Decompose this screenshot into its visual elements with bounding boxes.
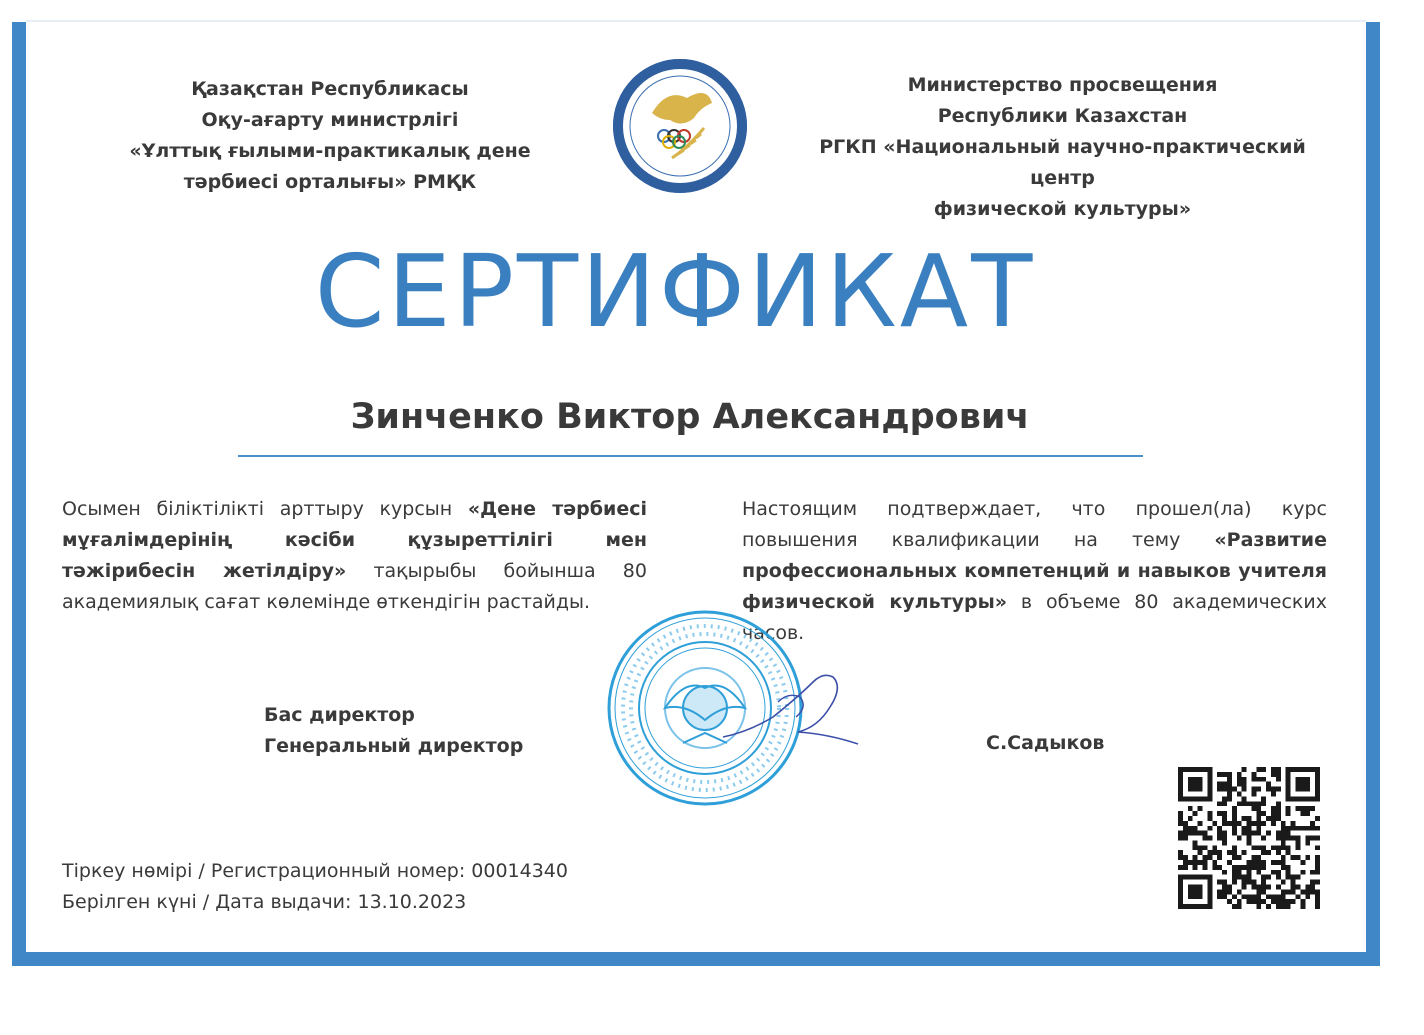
header-kz-line1: Қазақстан Республикасы — [191, 78, 469, 100]
body-ru-course: «Развитие профессиональных компетенций и навыков учителя физической культуры» — [742, 529, 1327, 613]
frame-right-border — [1366, 22, 1380, 966]
name-underline — [238, 455, 1143, 457]
body-ru-part2: в объеме 80 академических часов. — [742, 591, 1327, 644]
certificate-title: СЕРТИФИКАТ — [314, 233, 1036, 350]
body-kz-part2: тақырыбы бойынша 80 академиялық сағат көлемінде өткендігін растайды. — [62, 560, 647, 613]
center-logo-emblem — [612, 58, 748, 194]
signer-name: С.Садыков — [986, 732, 1105, 754]
header-ru-line2: Республики Казахстан — [937, 105, 1188, 127]
header-ru-line3: РГКП «Национальный научно-практический центр — [819, 136, 1306, 189]
body-kz-part1: Осымен біліктілікті арттыру курсын — [62, 498, 468, 520]
registration-number: Тіркеу нөмірі / Регистрационный номер: 00014340 — [62, 860, 568, 882]
frame-bottom-border — [12, 952, 1380, 966]
header-kz-line3: «Ұлттық ғылыми-практикалық дене — [129, 140, 531, 162]
recipient-name: Зинченко Виктор Александрович — [350, 397, 1030, 437]
body-ru-part1: Настоящим подтверждает, что прошел(ла) курс повышения квалификации на тему — [742, 498, 1327, 551]
header-russian — [790, 70, 1335, 225]
director-title-kazakh: Бас директор — [264, 704, 415, 726]
header-ru-line1: Министерство просвещения — [907, 74, 1218, 96]
director-title-russian: Генеральный директор — [264, 735, 524, 757]
frame-top-edge — [26, 20, 1366, 22]
qr-code — [1178, 767, 1320, 909]
header-kazakh — [120, 74, 540, 198]
frame-left-border — [12, 22, 26, 966]
header-ru-line4: физической культуры» — [933, 198, 1192, 220]
body-text-kazakh — [62, 494, 647, 618]
header-kz-line4: тәрбиесі орталығы» РМҚК — [183, 171, 477, 193]
body-text-russian — [742, 494, 1327, 649]
header-kz-line2: Оқу-ағарту министрлігі — [201, 109, 459, 131]
body-kz-course: «Дене тәрбиесі мұғалімдерінің кәсіби құзыреттілігі мен тәжірибесін жетілдіру» — [62, 498, 647, 582]
issue-date: Берілген күні / Дата выдачи: 13.10.2023 — [62, 891, 467, 913]
signature-scribble — [718, 662, 868, 762]
